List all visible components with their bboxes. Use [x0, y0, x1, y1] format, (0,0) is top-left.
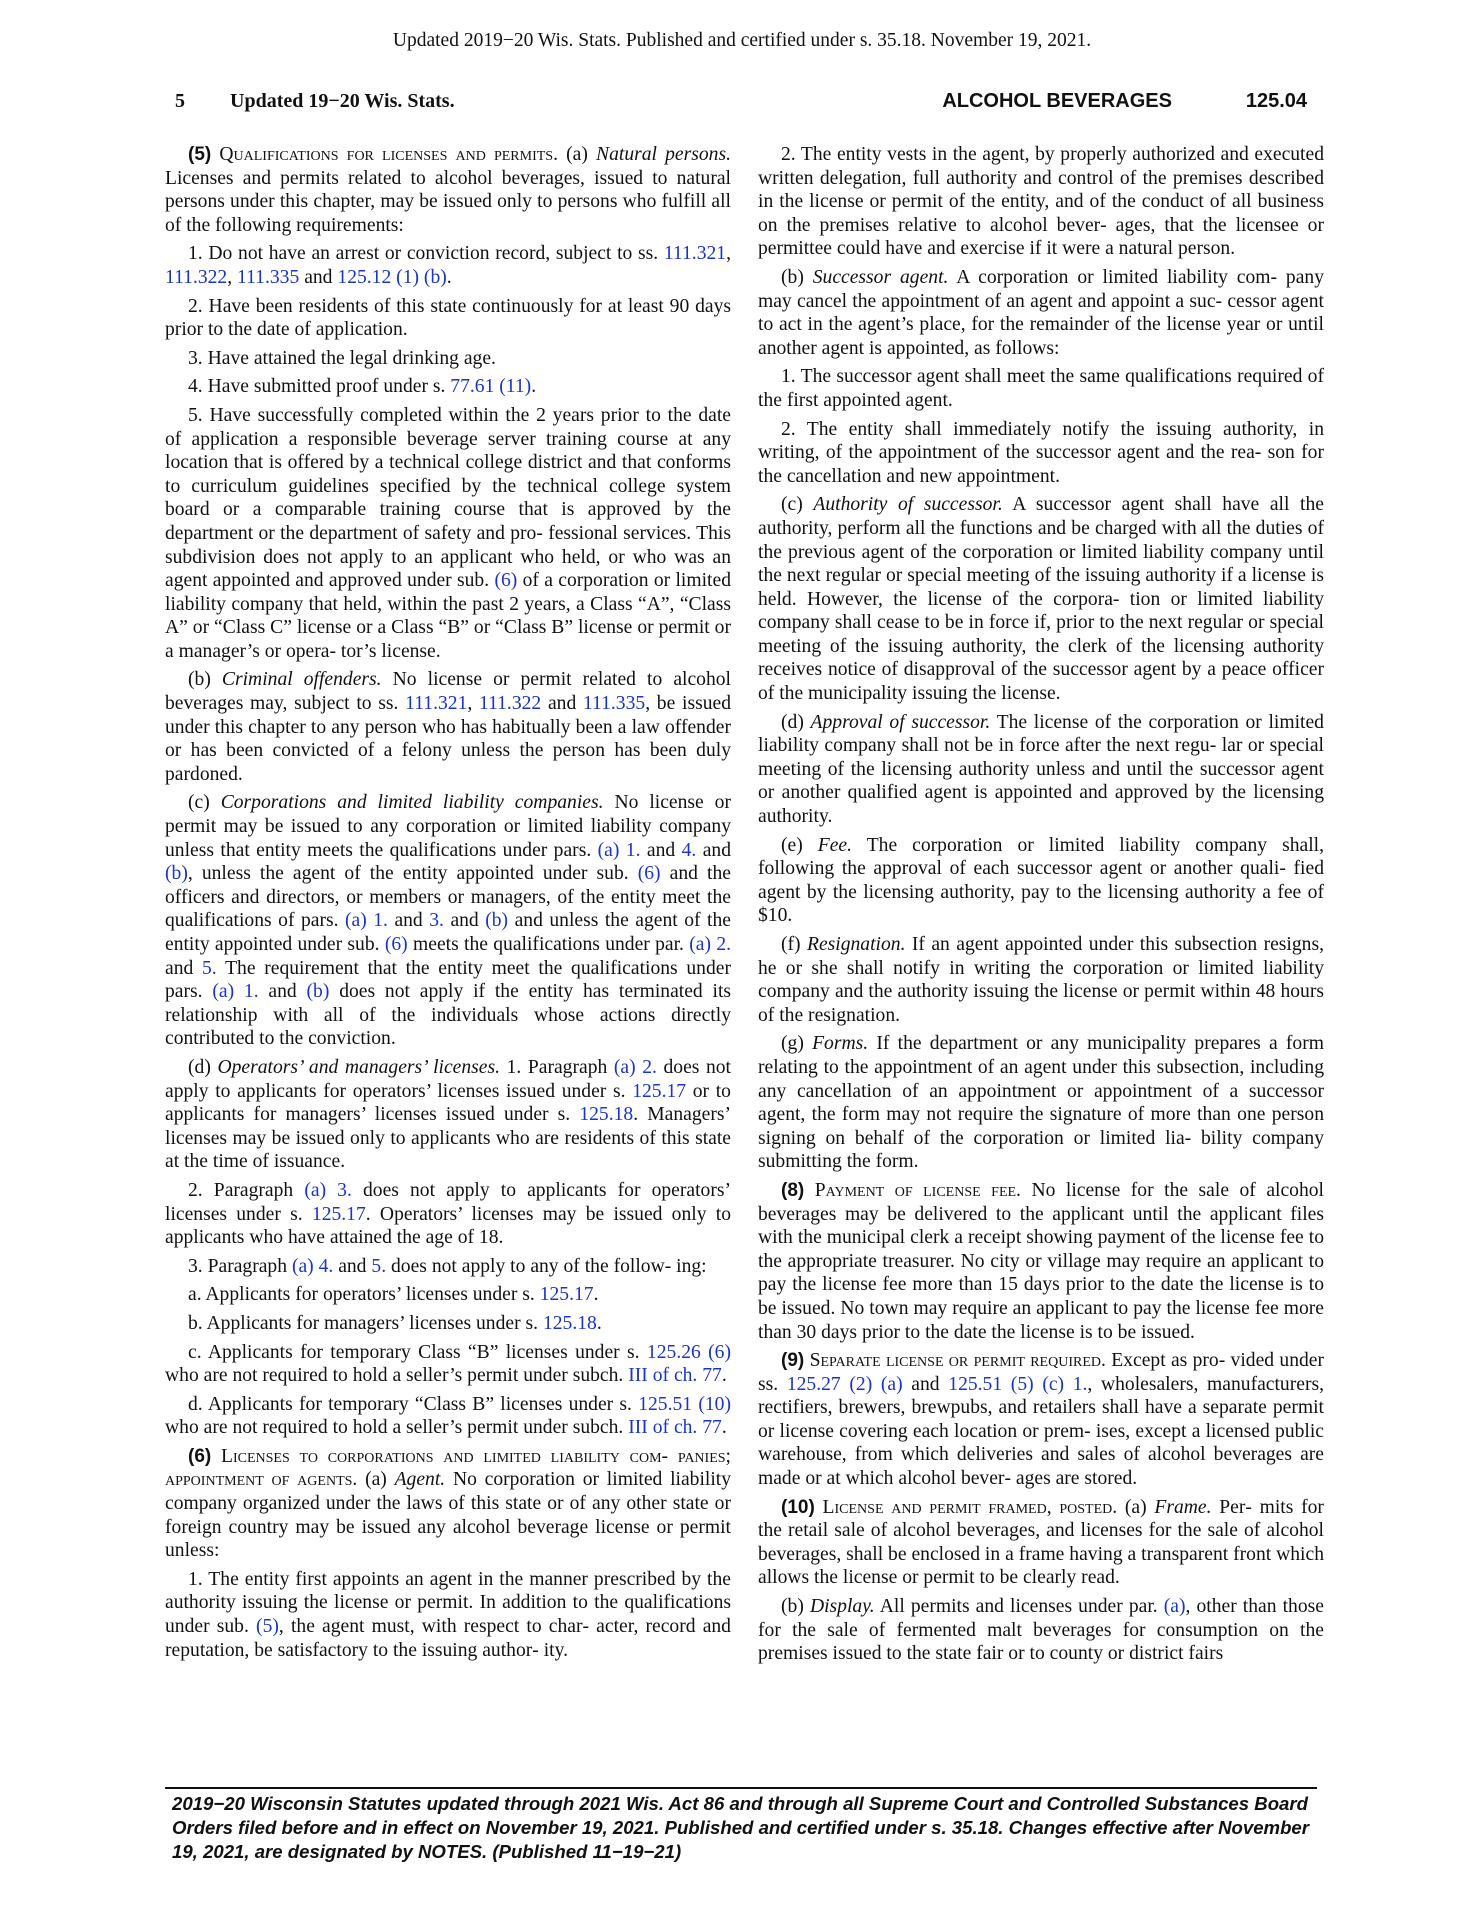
- paragraph: [165, 242, 731, 289]
- paragraph: [758, 1179, 1324, 1344]
- par-text: The corporation or limited liability company shall, following the approval of each successor agent or another quali‑ fied agent by the licensing authority, pay to the licensing authority a fee of $10.: [758, 834, 1324, 927]
- statute-link[interactable]: III of ch. 77: [628, 1417, 722, 1439]
- paragraph: [165, 1056, 731, 1174]
- statute-link[interactable]: 111.335: [582, 693, 646, 715]
- par-text: does not apply to applicants for operators’ licenses under s.: [165, 1179, 732, 1225]
- par-letter: (d): [781, 711, 804, 733]
- par-text: of a corporation or limited liability company that held, within the past 2 years, a Class “A”, “Class A” or “Class C” license or a Class “B” or “Class B” license or permit or a manager’s or opera‑ tor’s license.: [165, 570, 731, 662]
- statute-link[interactable]: 3.: [429, 910, 444, 932]
- par-text: 2. Paragraph: [188, 1179, 294, 1201]
- paragraph: [165, 791, 731, 1051]
- statute-link[interactable]: 125.17: [539, 1284, 594, 1306]
- par-text: No license or permit related to alcohol beverages may, subject to ss.: [165, 669, 731, 715]
- par-text: and: [702, 839, 731, 861]
- par-text: No license for the sale of alcohol beverages may be delivered to the applicant until the applicant files with the municipal clerk a receipt showing payment of the license fee to the appropriate treasurer. No city or village may require an applicant to pay the license fee more than 15 days prior to the date the license is to be issued. No town may require an applicant to pay the license fee more than 30 days prior to the date the license is to be issued.: [758, 1179, 1324, 1343]
- header-section-number: 125.04: [1245, 90, 1307, 112]
- par-text: and: [165, 957, 194, 979]
- paragraph: [165, 1255, 731, 1279]
- paragraph: [758, 933, 1324, 1027]
- par-text: ,: [467, 693, 473, 715]
- par-text: and: [268, 981, 297, 1003]
- par-text: and: [450, 910, 479, 932]
- par-letter: (b): [188, 669, 211, 691]
- par-letter: (a): [1124, 1496, 1147, 1518]
- par-text: No license or permit may be issued to any corporation or limited liability company unless that entity meets the qualifications under pars.: [165, 792, 731, 861]
- statute-link[interactable]: (a) 4.: [291, 1255, 334, 1277]
- statute-link[interactable]: 125.18: [542, 1312, 597, 1334]
- par-text: and: [338, 1255, 367, 1277]
- paragraph: [758, 266, 1324, 360]
- statute-link[interactable]: 125.17: [311, 1203, 366, 1225]
- par-title: Frame.: [1154, 1496, 1212, 1518]
- statute-link[interactable]: (a) 1.: [212, 981, 259, 1003]
- statute-link[interactable]: (a) 1.: [597, 839, 641, 861]
- statute-link[interactable]: (6): [384, 934, 408, 955]
- statute-link[interactable]: 5.: [371, 1255, 387, 1277]
- paragraph: 2. The entity vests in the agent, by properly authorized and executed written delegation, full authority and control of the premises described in the license or permit of the entity, and of the conduct of all business on the premises relative to alcohol bever‑ ages, that the licensee or permittee could have and exercise if it were a natural person.: [758, 144, 1324, 260]
- par-text: d. Applicants for temporary “Class B” licenses under s.: [188, 1393, 632, 1415]
- subsection-heading: Licenses to corporations and limited liability com‑ panies; appointment of agents.: [165, 1445, 731, 1491]
- par-text: or to applicants for managers’ licenses issued under s.: [165, 1080, 731, 1126]
- paragraph: [165, 375, 731, 399]
- par-text: ,: [227, 266, 233, 288]
- statute-link[interactable]: (a) 2.: [613, 1056, 657, 1078]
- statute-link[interactable]: (a) 3.: [304, 1179, 352, 1201]
- par-text: , unless the agent of the entity appointed under sub.: [187, 863, 629, 885]
- paragraph: [165, 404, 731, 664]
- statute-link[interactable]: 125.27 (2) (a): [786, 1373, 903, 1395]
- paragraph: [758, 711, 1324, 829]
- par-text: and: [646, 839, 676, 861]
- paragraph: [165, 1179, 731, 1250]
- top-publication-notice: Updated 2019−20 Wis. Stats. Published and certified under s. 35.18. November 19, 2021.: [392, 30, 1092, 51]
- paragraph: [165, 143, 731, 237]
- statute-link[interactable]: (b): [306, 981, 330, 1003]
- subsection-number: (6): [188, 1445, 212, 1467]
- par-letter: (c): [188, 792, 210, 814]
- paragraph: 2. Have been residents of this state continuously for at least 90 days prior to the date of application.: [165, 295, 731, 341]
- par-text: .: [531, 376, 537, 398]
- paragraph: [758, 1349, 1324, 1491]
- par-letter: (b): [781, 266, 804, 288]
- par-text: .: [596, 1312, 602, 1334]
- par-text: does not apply to applicants for operators’ licenses issued under s.: [165, 1056, 731, 1102]
- statute-link[interactable]: (b): [485, 910, 509, 932]
- par-title: Approval of successor.: [810, 711, 991, 733]
- statute-link[interactable]: (a) 2.: [689, 934, 732, 955]
- par-text: ,: [726, 243, 731, 265]
- par-text: who are not required to hold a seller’s permit under subch.: [165, 1417, 624, 1439]
- par-title: Resignation.: [806, 934, 906, 955]
- statute-link[interactable]: 125.12 (1) (b): [337, 266, 447, 288]
- par-text: 1. The entity first appoints an agent in the manner prescribed by the authority issuing the license or permit. In addition to the qualifications under sub.: [165, 1568, 731, 1638]
- par-text: .: [593, 1284, 599, 1306]
- par-text: .: [721, 1417, 727, 1439]
- paragraph: 2. The entity shall immediately notify the issuing authority, in writing, of the appointment of the successor agent and the rea‑ son for the cancellation and new appointment.: [758, 418, 1324, 487]
- subsection-number: (9): [781, 1350, 805, 1372]
- statute-link[interactable]: 125.26 (6): [646, 1341, 731, 1363]
- subsection-number: (5): [188, 144, 212, 165]
- par-text: .: [721, 1365, 727, 1387]
- statute-link[interactable]: 4.: [681, 839, 697, 861]
- par-text: 1. Do not have an arrest or conviction record, subject to ss.: [188, 243, 659, 265]
- par-text: does not apply if the entity has terminated its relationship with all of the individuals whose actions directly contributed to the conviction.: [165, 981, 732, 1050]
- statute-link[interactable]: (a): [1163, 1596, 1186, 1618]
- par-text: If an agent appointed under this subsection resigns, he or she shall notify in writing the corporation or limited liability company and the authority issuing the license or permit within 48 hours of the resignation.: [758, 934, 1324, 1026]
- subsection-heading: License and permit framed, posted.: [822, 1496, 1118, 1518]
- subsection-number: (10): [781, 1496, 815, 1518]
- subsection-heading: Payment of license fee.: [814, 1179, 1021, 1201]
- header-left-title: Updated 19−20 Wis. Stats.: [230, 90, 455, 112]
- par-letter: (e): [781, 834, 803, 856]
- par-title: Natural persons.: [596, 144, 731, 165]
- paragraph: [165, 1393, 731, 1440]
- par-title: Criminal offenders.: [221, 669, 382, 691]
- par-letter: (a): [566, 144, 588, 165]
- par-title: Display.: [809, 1596, 875, 1618]
- par-text: , be issued under this chapter to any person who has habitually been a law offender or has been convicted of a felony unless the person has been duly pardoned.: [165, 693, 731, 785]
- par-title: Forms.: [812, 1033, 869, 1055]
- par-text: Per‑ mits for the retail sale of alcohol beverages, and licenses for the sale of alcohol beverages, shall be enclosed in a frame having a transparent front which allows the license or permit to be clearly read.: [758, 1496, 1324, 1589]
- par-text: The requirement that the entity meet the qualifications under pars.: [165, 957, 731, 1003]
- running-header: [165, 90, 1307, 118]
- header-chapter-title: ALCOHOL BEVERAGES: [942, 90, 1172, 112]
- par-text: 5. Have successfully completed within the 2 years prior to the date of application a responsible beverage server training course at any location that is offered by a technical college district and that conforms to curriculum guidelines specified by the technical college system board or a comparable training course that is approved by the department or the department of safety and pro‑ fessional services. This subdivision does not apply to an applicant who held, or who was an agent appointed and approved under sub.: [165, 404, 731, 592]
- statute-link[interactable]: (a) 1.: [345, 910, 388, 932]
- statute-link[interactable]: (5): [256, 1616, 279, 1638]
- paragraph: 3. Have attained the legal drinking age.: [188, 347, 496, 369]
- par-letter: (d): [188, 1056, 211, 1078]
- footer-notice: 2019−20 Wisconsin Statutes updated through 2021 Wis. Act 86 and through all Supreme Court and Controlled Substances Board Orders filed before and in effect on November 19, 2021. Published and certified under s. 35.18. Changes effective after November 19, 2021, are designated by NOTES. (Published 11−19−21): [172, 1793, 1310, 1862]
- par-text: Except as pro‑ vided under ss.: [758, 1350, 1325, 1395]
- statute-link[interactable]: 5.: [202, 957, 217, 979]
- par-text: A successor agent shall have all the authority, perform all the functions and be charged with all the duties of the previous agent of the corporation or limited liability company until the next regular or special meeting of the issuing authority if a license is held. However, the license of the corpora‑ tion or limited liability company shall cease to be in force if, prior to the next regular or special meeting of the issuing authority, the clerk of the licensing authority receives notice of disapproval of the successor agent by a peace officer of the municipality issuing the license.: [758, 494, 1324, 705]
- statute-link[interactable]: 125.51 (10): [638, 1393, 731, 1415]
- statute-link[interactable]: 111.322: [165, 266, 228, 288]
- subsection-number: (8): [781, 1179, 805, 1201]
- statute-link[interactable]: 125.17: [632, 1080, 687, 1102]
- statute-link[interactable]: 111.322: [479, 693, 542, 715]
- statute-link[interactable]: (b): [165, 863, 188, 885]
- par-text: and: [304, 266, 333, 288]
- par-text: 3. Paragraph: [188, 1255, 288, 1277]
- par-text: All permits and licenses under par.: [879, 1596, 1158, 1618]
- paragraph: 1. The successor agent shall meet the same qualifications required of the first appointed agent.: [758, 366, 1324, 411]
- par-text: and the officers and directors, or members or managers, of the entity meet the qualifications of pars.: [165, 863, 731, 932]
- paragraph: [758, 1032, 1324, 1174]
- par-text: and: [547, 693, 577, 715]
- par-text: A corporation or limited liability com‑ pany may cancel the appointment of an agent and appoint a suc‑ cessor agent to act in the agent’s place, for the remainder of the license year or until another agent is appointed, as follows:: [758, 266, 1324, 359]
- statute-link[interactable]: 77.61 (11): [450, 376, 532, 398]
- par-text: a. Applicants for operators’ licenses under s.: [188, 1284, 535, 1306]
- statute-link[interactable]: 125.18: [579, 1104, 634, 1126]
- paragraph: [165, 1283, 731, 1307]
- statute-link[interactable]: 111.335: [237, 266, 300, 288]
- paragraph: [758, 493, 1324, 705]
- par-title: Successor agent.: [812, 266, 949, 288]
- paragraph: [758, 1496, 1324, 1590]
- par-text: 4. Have submitted proof under s.: [188, 376, 446, 398]
- par-text: The license of the corporation or limited liability company shall not be in force after the next regu‑ lar or special meeting of the licensing authority unless and until the successor agent or another qualified agent is appointed and approved by the licensing authority.: [758, 711, 1324, 828]
- par-text: If the department or any municipality prepares a form relating to the appointment of an agent under this subsection, including any cancellation of an appointment or appointment of a successor agent, the form may not require the signature of more than one person signing on behalf of the corporation or limited lia‑ bility company submitting the form.: [758, 1033, 1324, 1173]
- par-letter: (a): [365, 1469, 387, 1491]
- statute-link[interactable]: (6): [637, 863, 661, 885]
- paragraph: [758, 834, 1324, 928]
- paragraph: [165, 1568, 731, 1662]
- par-text: does not apply to any of the follow‑ ing:: [391, 1255, 707, 1277]
- paragraph: [165, 1445, 731, 1563]
- par-title: Authority of successor.: [813, 494, 1003, 516]
- par-text: who are not required to hold a seller’s permit under subch.: [165, 1365, 624, 1387]
- page-number: 5: [175, 90, 185, 112]
- par-text: and: [911, 1373, 940, 1395]
- statute-link[interactable]: 125.51 (5) (c) 1.: [948, 1373, 1088, 1395]
- paragraph: [165, 668, 731, 786]
- par-letter: (f): [781, 934, 801, 955]
- par-letter: (b): [781, 1596, 804, 1618]
- par-text: , other than those for the sale of fermented malt beverages for consumption on the premises issued to the state fair or to county or district fairs: [758, 1596, 1324, 1665]
- par-title: Fee.: [817, 834, 853, 856]
- footer-divider: [165, 1787, 1317, 1789]
- par-text: No corporation or limited liability company organized under the laws of this state or of any other state or foreign country may be issued any alcohol beverage license or permit unless:: [165, 1469, 732, 1562]
- par-text: and: [394, 910, 423, 932]
- paragraph: [165, 1341, 731, 1388]
- statute-link[interactable]: (6): [494, 570, 518, 592]
- left-column: [165, 143, 731, 1667]
- par-title: Operators’ and managers’ licenses.: [217, 1056, 501, 1078]
- par-text: meets the qualifications under par.: [413, 934, 684, 955]
- par-title: Agent.: [394, 1469, 446, 1491]
- par-text: .: [446, 266, 452, 288]
- par-letter: (c): [781, 494, 803, 516]
- par-text: . Managers’ licenses may be issued only to applicants who are residents of this state at the time of issuance.: [165, 1104, 732, 1173]
- par-text: , wholesalers, manufacturers, rectifiers, brewers, brewpubs, and retailers shall have a separate permit or license covering each location or prem‑ ises, except a licensed public warehouse, from which deliveries and sales of alcohol beverages are made or at which alcohol bever‑ ages are stored.: [758, 1373, 1324, 1490]
- paragraph: [758, 1595, 1324, 1666]
- par-text: and unless the agent of the entity appointed under sub.: [165, 910, 731, 955]
- statute-link[interactable]: 111.321: [663, 243, 727, 265]
- right-column: [758, 143, 1324, 1671]
- par-title: Corporations and limited liability companies.: [220, 792, 604, 814]
- par-text: b. Applicants for managers’ licenses under s.: [188, 1312, 539, 1334]
- par-letter: (g): [781, 1033, 804, 1055]
- subsection-heading: Qualifications for licenses and permits.: [219, 144, 558, 165]
- statute-link[interactable]: III of ch. 77: [628, 1365, 722, 1387]
- par-text: Licenses and permits related to alcohol beverages, issued to natural persons under this chapter, may be issued only to persons who fulfill all of the following requirements:: [165, 167, 731, 236]
- statute-link[interactable]: 111.321: [405, 693, 468, 715]
- par-text: . Operators’ licenses may be issued only to applicants who have attained the age of 18.: [165, 1203, 731, 1249]
- par-text: , the agent must, with respect to char‑ acter, record and reputation, be satisfactory to the issuing author‑ ity.: [165, 1616, 731, 1661]
- paragraph: [165, 1312, 731, 1336]
- par-text: c. Applicants for temporary Class “B” licenses under s.: [188, 1341, 640, 1363]
- par-text: 1. Paragraph: [506, 1056, 608, 1078]
- subsection-heading: Separate license or permit required.: [809, 1350, 1106, 1372]
